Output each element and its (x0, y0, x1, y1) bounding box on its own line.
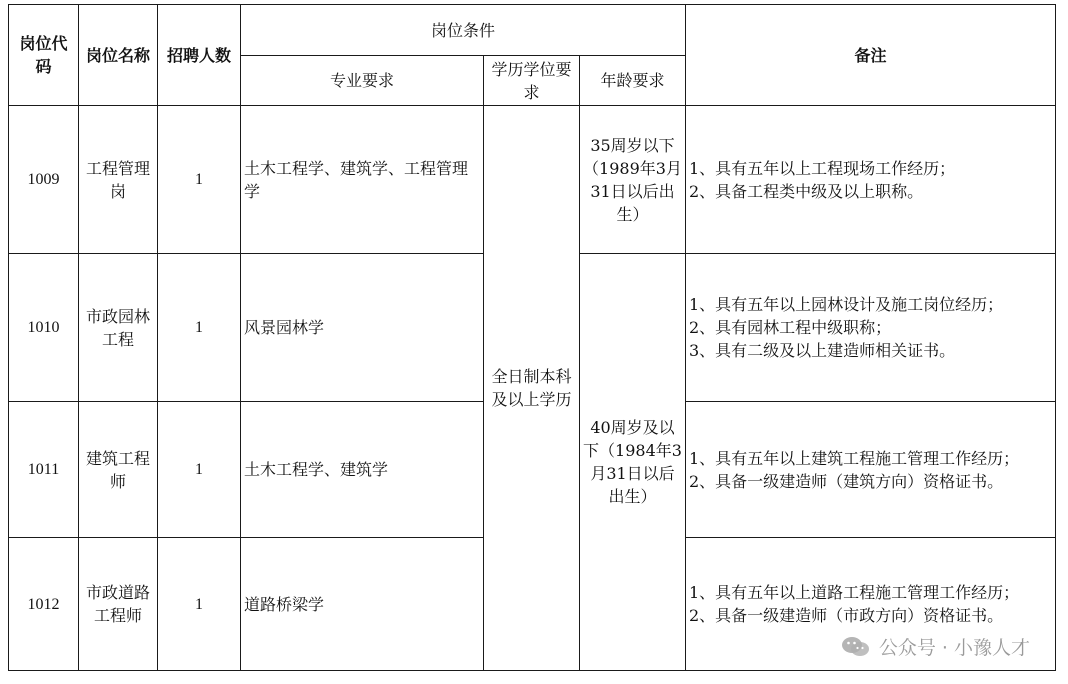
position-name-cell: 市政园林工程 (79, 254, 158, 402)
header-age-requirement: 年龄要求 (580, 56, 686, 106)
header-remarks: 备注 (686, 5, 1056, 106)
remark-line: 1、具有五年以上园林设计及施工岗位经历； (689, 295, 1004, 314)
remark-line: 1、具有五年以上道路工程施工管理工作经历； (689, 583, 1020, 602)
age-cell: 40周岁及以下（1984年3月31日以后出生） (580, 254, 686, 671)
major-cell: 道路桥梁学 (241, 538, 484, 671)
header-position-name: 岗位名称 (79, 5, 158, 106)
remarks-cell (686, 106, 1056, 254)
hiring-count-cell: 1 (158, 538, 241, 671)
table-row (9, 106, 1056, 254)
remark-line: 2、具备一级建造师（建筑方向）资格证书。 (689, 471, 1004, 491)
position-code-cell: 1009 (9, 106, 79, 254)
remark-line: 3、具有二级及以上建造师相关证书。 (689, 341, 956, 360)
header-hiring-count: 招聘人数 (158, 5, 241, 106)
hiring-count-cell: 1 (158, 106, 241, 254)
position-name-cell: 建筑工程师 (79, 402, 158, 538)
header-position-code: 岗位代码 (9, 5, 79, 106)
position-code-cell: 1012 (9, 538, 79, 671)
remarks-cell (686, 538, 1056, 671)
major-cell: 土木工程学、建筑学、工程管理学 (241, 106, 484, 254)
hiring-count-cell: 1 (158, 254, 241, 402)
position-code-cell: 1010 (9, 254, 79, 402)
major-cell: 风景园林学 (241, 254, 484, 402)
header-education-requirement: 学历学位要求 (484, 56, 580, 106)
header-major-requirement: 专业要求 (241, 56, 484, 106)
header-position-conditions: 岗位条件 (241, 5, 686, 56)
remark-line: 2、具备一级建造师（市政方向）资格证书。 (689, 606, 1004, 625)
remarks-cell (686, 402, 1056, 538)
watermark-text: 公众号 · 小豫人才 (878, 637, 1030, 659)
position-name-cell: 市政道路工程师 (79, 538, 158, 671)
hiring-count-cell: 1 (158, 402, 241, 538)
recruitment-table (8, 4, 1056, 671)
age-cell: 35周岁以下（1989年3月31日以后出生） (580, 106, 686, 254)
education-cell: 全日制本科及以上学历 (484, 106, 580, 671)
remark-line: 1、具有五年以上建筑工程施工管理工作经历； (689, 448, 1020, 468)
position-code-cell: 1011 (9, 402, 79, 538)
remarks-cell (686, 254, 1056, 402)
remark-line: 2、具备工程类中级及以上职称。 (689, 181, 924, 201)
remark-line: 1、具有五年以上工程现场工作经历； (689, 158, 956, 178)
remark-line: 2、具有园林工程中级职称； (689, 318, 892, 337)
major-cell: 土木工程学、建筑学 (241, 402, 484, 538)
position-name-cell: 工程管理岗 (79, 106, 158, 254)
